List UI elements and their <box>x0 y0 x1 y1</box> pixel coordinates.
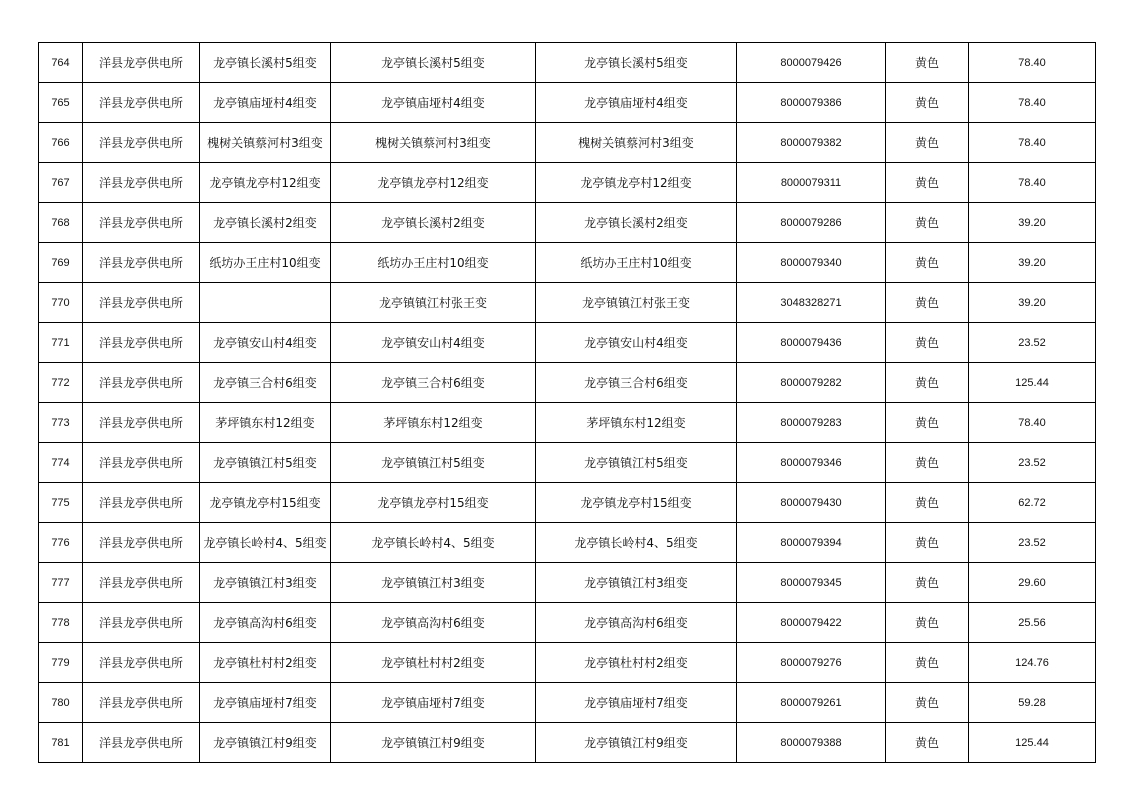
cell-station: 龙亭镇镇江村3组变 <box>331 563 536 603</box>
cell-name: 龙亭镇镇江村9组变 <box>536 723 737 763</box>
cell-unit: 洋县龙亭供电所 <box>83 163 200 203</box>
cell-station: 龙亭镇三合村6组变 <box>331 363 536 403</box>
cell-value: 78.40 <box>969 123 1096 163</box>
cell-index: 773 <box>39 403 83 443</box>
cell-index: 779 <box>39 643 83 683</box>
table-row <box>39 283 1096 323</box>
cell-value: 25.56 <box>969 603 1096 643</box>
cell-name: 龙亭镇庙垭村7组变 <box>536 683 737 723</box>
cell-line: 龙亭镇长溪村2组变 <box>200 203 331 243</box>
cell-code: 8000079283 <box>737 403 886 443</box>
cell-index: 780 <box>39 683 83 723</box>
cell-station: 龙亭镇长溪村5组变 <box>331 43 536 83</box>
cell-level: 黄色 <box>886 83 969 123</box>
cell-level: 黄色 <box>886 203 969 243</box>
cell-index: 776 <box>39 523 83 563</box>
cell-line: 龙亭镇三合村6组变 <box>200 363 331 403</box>
cell-code: 8000079382 <box>737 123 886 163</box>
cell-station: 龙亭镇杜村村2组变 <box>331 643 536 683</box>
cell-code: 8000079276 <box>737 643 886 683</box>
cell-name: 纸坊办王庄村10组变 <box>536 243 737 283</box>
cell-name: 龙亭镇镇江村5组变 <box>536 443 737 483</box>
cell-level: 黄色 <box>886 603 969 643</box>
cell-name: 龙亭镇长溪村2组变 <box>536 203 737 243</box>
cell-station: 龙亭镇龙亭村15组变 <box>331 483 536 523</box>
cell-value: 39.20 <box>969 283 1096 323</box>
cell-name: 龙亭镇庙垭村4组变 <box>536 83 737 123</box>
cell-name: 龙亭镇镇江村张王变 <box>536 283 737 323</box>
table-row <box>39 523 1096 563</box>
cell-level: 黄色 <box>886 43 969 83</box>
cell-code: 8000079345 <box>737 563 886 603</box>
cell-line: 龙亭镇龙亭村15组变 <box>200 483 331 523</box>
table-row <box>39 723 1096 763</box>
cell-unit: 洋县龙亭供电所 <box>83 563 200 603</box>
cell-index: 772 <box>39 363 83 403</box>
cell-line: 龙亭镇庙垭村7组变 <box>200 683 331 723</box>
cell-unit: 洋县龙亭供电所 <box>83 283 200 323</box>
cell-name: 龙亭镇安山村4组变 <box>536 323 737 363</box>
cell-value: 39.20 <box>969 243 1096 283</box>
cell-index: 771 <box>39 323 83 363</box>
cell-name: 龙亭镇三合村6组变 <box>536 363 737 403</box>
cell-value: 124.76 <box>969 643 1096 683</box>
cell-name: 龙亭镇龙亭村12组变 <box>536 163 737 203</box>
cell-line: 龙亭镇镇江村9组变 <box>200 723 331 763</box>
cell-index: 770 <box>39 283 83 323</box>
cell-station: 龙亭镇高沟村6组变 <box>331 603 536 643</box>
cell-station: 龙亭镇镇江村9组变 <box>331 723 536 763</box>
cell-level: 黄色 <box>886 643 969 683</box>
data-table <box>38 42 1096 763</box>
cell-index: 769 <box>39 243 83 283</box>
cell-station: 龙亭镇龙亭村12组变 <box>331 163 536 203</box>
cell-value: 78.40 <box>969 83 1096 123</box>
cell-code: 8000079430 <box>737 483 886 523</box>
cell-level: 黄色 <box>886 683 969 723</box>
cell-index: 774 <box>39 443 83 483</box>
cell-level: 黄色 <box>886 123 969 163</box>
cell-station: 龙亭镇安山村4组变 <box>331 323 536 363</box>
cell-level: 黄色 <box>886 443 969 483</box>
cell-station: 龙亭镇庙垭村4组变 <box>331 83 536 123</box>
table-row <box>39 483 1096 523</box>
cell-name: 龙亭镇杜村村2组变 <box>536 643 737 683</box>
table-row <box>39 643 1096 683</box>
cell-value: 39.20 <box>969 203 1096 243</box>
cell-level: 黄色 <box>886 523 969 563</box>
cell-unit: 洋县龙亭供电所 <box>83 243 200 283</box>
cell-unit: 洋县龙亭供电所 <box>83 363 200 403</box>
cell-line: 龙亭镇杜村村2组变 <box>200 643 331 683</box>
table-row <box>39 563 1096 603</box>
cell-unit: 洋县龙亭供电所 <box>83 443 200 483</box>
cell-unit: 洋县龙亭供电所 <box>83 123 200 163</box>
table-row <box>39 443 1096 483</box>
table-row <box>39 363 1096 403</box>
cell-code: 8000079386 <box>737 83 886 123</box>
cell-index: 781 <box>39 723 83 763</box>
cell-line <box>200 283 331 323</box>
cell-level: 黄色 <box>886 563 969 603</box>
cell-level: 黄色 <box>886 323 969 363</box>
cell-line: 纸坊办王庄村10组变 <box>200 243 331 283</box>
cell-name: 槐树关镇蔡河村3组变 <box>536 123 737 163</box>
cell-line: 龙亭镇镇江村5组变 <box>200 443 331 483</box>
cell-value: 23.52 <box>969 443 1096 483</box>
cell-station: 纸坊办王庄村10组变 <box>331 243 536 283</box>
cell-code: 8000079388 <box>737 723 886 763</box>
table-row <box>39 683 1096 723</box>
cell-unit: 洋县龙亭供电所 <box>83 203 200 243</box>
cell-station: 龙亭镇镇江村5组变 <box>331 443 536 483</box>
cell-station: 龙亭镇长溪村2组变 <box>331 203 536 243</box>
cell-station: 龙亭镇庙垭村7组变 <box>331 683 536 723</box>
cell-unit: 洋县龙亭供电所 <box>83 683 200 723</box>
cell-unit: 洋县龙亭供电所 <box>83 43 200 83</box>
table-row <box>39 43 1096 83</box>
cell-index: 767 <box>39 163 83 203</box>
cell-unit: 洋县龙亭供电所 <box>83 643 200 683</box>
cell-level: 黄色 <box>886 163 969 203</box>
cell-name: 龙亭镇高沟村6组变 <box>536 603 737 643</box>
cell-value: 23.52 <box>969 523 1096 563</box>
cell-level: 黄色 <box>886 403 969 443</box>
table-row <box>39 123 1096 163</box>
table-row <box>39 243 1096 283</box>
cell-value: 29.60 <box>969 563 1096 603</box>
cell-unit: 洋县龙亭供电所 <box>83 403 200 443</box>
table-row <box>39 83 1096 123</box>
cell-line: 龙亭镇高沟村6组变 <box>200 603 331 643</box>
cell-line: 茅坪镇东村12组变 <box>200 403 331 443</box>
cell-station: 茅坪镇东村12组变 <box>331 403 536 443</box>
cell-index: 777 <box>39 563 83 603</box>
cell-line: 龙亭镇安山村4组变 <box>200 323 331 363</box>
table-row <box>39 603 1096 643</box>
cell-code: 8000079311 <box>737 163 886 203</box>
cell-value: 125.44 <box>969 723 1096 763</box>
cell-index: 764 <box>39 43 83 83</box>
cell-value: 78.40 <box>969 403 1096 443</box>
cell-unit: 洋县龙亭供电所 <box>83 323 200 363</box>
cell-code: 8000079286 <box>737 203 886 243</box>
table-row <box>39 323 1096 363</box>
cell-index: 765 <box>39 83 83 123</box>
cell-station: 龙亭镇镇江村张王变 <box>331 283 536 323</box>
cell-code: 8000079346 <box>737 443 886 483</box>
cell-level: 黄色 <box>886 363 969 403</box>
cell-name: 茅坪镇东村12组变 <box>536 403 737 443</box>
table-row <box>39 203 1096 243</box>
table-body <box>39 43 1096 763</box>
cell-index: 775 <box>39 483 83 523</box>
cell-name: 龙亭镇长溪村5组变 <box>536 43 737 83</box>
cell-line: 龙亭镇长岭村4、5组变 <box>200 523 331 563</box>
cell-line: 龙亭镇镇江村3组变 <box>200 563 331 603</box>
cell-code: 8000079426 <box>737 43 886 83</box>
cell-code: 8000079282 <box>737 363 886 403</box>
cell-station: 龙亭镇长岭村4、5组变 <box>331 523 536 563</box>
cell-level: 黄色 <box>886 283 969 323</box>
cell-name: 龙亭镇长岭村4、5组变 <box>536 523 737 563</box>
cell-line: 槐树关镇蔡河村3组变 <box>200 123 331 163</box>
cell-value: 23.52 <box>969 323 1096 363</box>
table-row <box>39 403 1096 443</box>
cell-value: 78.40 <box>969 163 1096 203</box>
cell-line: 龙亭镇龙亭村12组变 <box>200 163 331 203</box>
cell-code: 8000079436 <box>737 323 886 363</box>
cell-code: 8000079261 <box>737 683 886 723</box>
table-row <box>39 163 1096 203</box>
cell-code: 8000079340 <box>737 243 886 283</box>
cell-level: 黄色 <box>886 483 969 523</box>
cell-unit: 洋县龙亭供电所 <box>83 603 200 643</box>
cell-station: 槐树关镇蔡河村3组变 <box>331 123 536 163</box>
cell-code: 8000079422 <box>737 603 886 643</box>
cell-name: 龙亭镇龙亭村15组变 <box>536 483 737 523</box>
cell-name: 龙亭镇镇江村3组变 <box>536 563 737 603</box>
cell-code: 8000079394 <box>737 523 886 563</box>
cell-index: 768 <box>39 203 83 243</box>
cell-line: 龙亭镇庙垭村4组变 <box>200 83 331 123</box>
cell-unit: 洋县龙亭供电所 <box>83 83 200 123</box>
cell-value: 62.72 <box>969 483 1096 523</box>
cell-level: 黄色 <box>886 723 969 763</box>
cell-index: 766 <box>39 123 83 163</box>
cell-code: 3048328271 <box>737 283 886 323</box>
cell-level: 黄色 <box>886 243 969 283</box>
cell-line: 龙亭镇长溪村5组变 <box>200 43 331 83</box>
cell-value: 125.44 <box>969 363 1096 403</box>
cell-unit: 洋县龙亭供电所 <box>83 523 200 563</box>
cell-index: 778 <box>39 603 83 643</box>
cell-value: 59.28 <box>969 683 1096 723</box>
cell-value: 78.40 <box>969 43 1096 83</box>
cell-unit: 洋县龙亭供电所 <box>83 483 200 523</box>
cell-unit: 洋县龙亭供电所 <box>83 723 200 763</box>
